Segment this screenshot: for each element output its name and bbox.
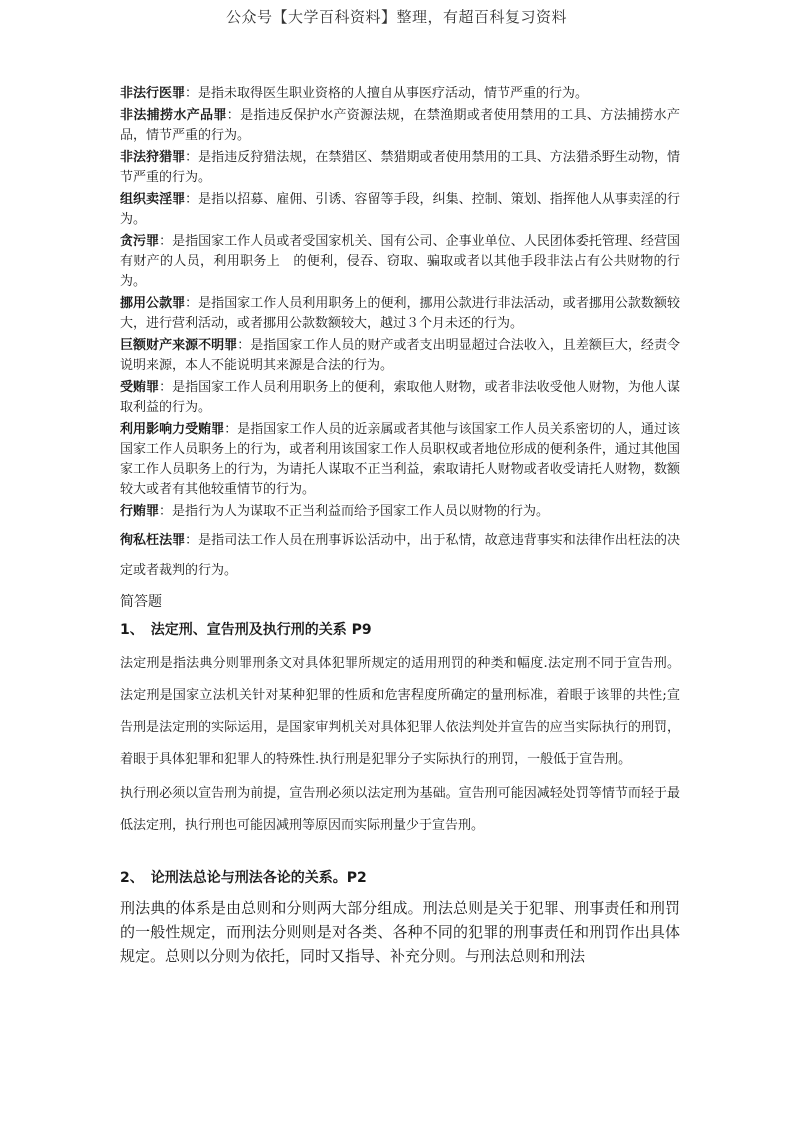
definition-text: 是指国家工作人员的近亲属或者其他与该国家工作人员关系密切的人，通过该国家工作人员职务上的行为，或者利用该国家工作人员职权或者地位形成的便利条件，通过其他国家工作人员职务上的行为，为请托人谋取不正当利益，索取请托人财物或者收受请托人财物，数额较大或者有其他较重情节的行为。: [120, 422, 680, 497]
definition-entry: 组织卖淫罪：是指以招募、雇佣、引诱、容留等手段，纠集、控制、策划、指挥他人从事卖淫的行为。: [120, 192, 680, 227]
definition-text: 是指国家工作人员或者受国家机关、国有公司、企事业单位、人民团体委托管理、经营国有财产的人员，利用职务上 的便利，侵吞、窃取、骗取或者以其他手段非法占有公共财物的行为。: [120, 234, 680, 289]
definition-text: 是指国家工作人员利用职务上的便利，索取他人财物，或者非法收受他人财物，为他人谋取利益的行为。: [120, 380, 680, 415]
document-body: [120, 84, 680, 968]
definition-text: 是指违反保护水产资源法规，在禁渔期或者使用禁用的工具、方法捕捞水产品，情节严重的行为。: [120, 108, 680, 143]
definition-term: 贪污罪: [120, 234, 160, 249]
answer-paragraph: 执行刑必须以宣告刑为前提，宣告刑必须以法定刑为基础。宣告刑可能因减轻处罚等情节而轻于最低法定刑，执行刑也可能因减刑等原因而实际刑量少于宣告刑。: [120, 786, 680, 833]
definition-entry: 非法捕捞水产品罪：是指违反保护水产资源法规，在禁渔期或者使用禁用的工具、方法捕捞水产品，情节严重的行为。: [120, 108, 680, 143]
definition-text: 是指行为人为谋取不正当利益而给予国家工作人员以财物的行为。: [172, 504, 550, 519]
definition-entry: 贪污罪：是指国家工作人员或者受国家机关、国有公司、企事业单位、人民团体委托管理、经营国有财产的人员，利用职务上 的便利，侵吞、窃取、骗取或者以其他手段非法占有公共财物的行为。: [120, 234, 680, 289]
definition-text: 是指未取得医生职业资格的人擅自从事医疗活动，情节严重的行为。: [198, 86, 589, 101]
definition-term: 徇私枉法罪: [120, 533, 186, 548]
spacer: [120, 844, 680, 868]
definition-entry: 挪用公款罪：是指国家工作人员利用职务上的便利，挪用公款进行非法活动，或者挪用公款数额较大，进行营利活动，或者挪用公款数额较大，越过３个月未还的行为。: [120, 296, 680, 331]
definition-entry: 非法狩猎罪：是指违反狩猎法规，在禁猎区、禁猎期或者使用禁用的工具、方法猎杀野生动物，情节严重的行为。: [120, 150, 680, 185]
question-title: 1、 法定刑、宣告刑及执行刑的关系 P9: [120, 622, 372, 638]
page-header: 公众号【大学百科资料】整理，有超百科复习资料: [225, 8, 567, 26]
definition-term: 受贿罪: [120, 380, 160, 395]
answer-paragraph: 法定刑是指法典分则罪刑条文对具体犯罪所规定的适用刑罚的种类和幅度.法定刑不同于宣告刑。法定刑是国家立法机关针对某种犯罪的性质和危害程度所确定的量刑标准，着眼于该罪的共性;宣告刑是法定刑的实际运用，是国家审判机关对具体犯罪人依法判处并宣告的应当实际执行的刑罚，着眼于具体犯罪和犯罪人的特殊性.执行刑是犯罪分子实际执行的刑罚，一般低于宣告刑。: [120, 656, 680, 767]
definition-term: 非法行医罪: [120, 86, 186, 101]
definition-term: 巨额财产来源不明罪: [120, 338, 238, 353]
definition-term: 挪用公款罪: [120, 296, 186, 311]
definition-entry: 受贿罪：是指国家工作人员利用职务上的便利，索取他人财物，或者非法收受他人财物，为他人谋取利益的行为。: [120, 380, 680, 415]
definition-entry: 行贿罪：是指行为人为谋取不正当利益而给予国家工作人员以财物的行为。: [120, 504, 550, 519]
definition-text: 是指国家工作人员的财产或者支出明显超过合法收入，且差额巨大，经责令说明来源，本人不能说明其来源是合法的行为。: [120, 338, 680, 373]
definition-term: 行贿罪: [120, 504, 160, 519]
definition-entry: 非法行医罪：是指未取得医生职业资格的人擅自从事医疗活动，情节严重的行为。: [120, 86, 589, 101]
definition-text: 是指违反狩猎法规，在禁猎区、禁猎期或者使用禁用的工具、方法猎杀野生动物，情节严重的行为。: [120, 150, 680, 185]
definition-term: 非法捕捞水产品罪: [120, 108, 227, 123]
definition-entry: 徇私枉法罪：是指司法工作人员在刑事诉讼活动中，出于私情，故意违背事实和法律作出枉法的决定或者裁判的行为。: [120, 533, 680, 578]
definition-term: 组织卖淫罪: [120, 192, 186, 207]
section-heading: 简答题: [120, 594, 162, 610]
definition-entry: 利用影响力受贿罪：是指国家工作人员的近亲属或者其他与该国家工作人员关系密切的人，通过该国家工作人员职务上的行为，或者利用该国家工作人员职权或者地位形成的便利条件，通过其他国家工作人员职务上的行为，为请托人谋取不正当利益，索取请托人财物或者收受请托人财物，数额较大或者有其他较重情节的行为。: [120, 422, 680, 497]
definition-term: 利用影响力受贿罪: [120, 422, 225, 437]
definition-term: 非法狩猎罪: [120, 150, 186, 165]
definition-entry: 巨额财产来源不明罪：是指国家工作人员的财产或者支出明显超过合法收入，且差额巨大，经责令说明来源，本人不能说明其来源是合法的行为。: [120, 338, 680, 373]
definition-text: 是指司法工作人员在刑事诉讼活动中，出于私情，故意违背事实和法律作出枉法的决定或者裁判的行为。: [120, 533, 680, 578]
answer-paragraph: 刑法典的体系是由总则和分则两大部分组成。刑法总则是关于犯罪、刑事责任和刑罚的一般性规定，而刑法分则则是对各类、各种不同的犯罪的刑事责任和刑罚作出具体规定。总则以分则为依托，同时又指导、补充分则。与刑法总则和刑法: [120, 899, 680, 965]
definition-text: 是指国家工作人员利用职务上的便利，挪用公款进行非法活动，或者挪用公款数额较大，进行营利活动，或者挪用公款数额较大，越过３个月未还的行为。: [120, 296, 680, 331]
question-title: 2、 论刑法总论与刑法各论的关系。P2: [120, 870, 367, 886]
definition-text: 是指以招募、雇佣、引诱、容留等手段，纠集、控制、策划、指挥他人从事卖淫的行为。: [120, 192, 680, 227]
